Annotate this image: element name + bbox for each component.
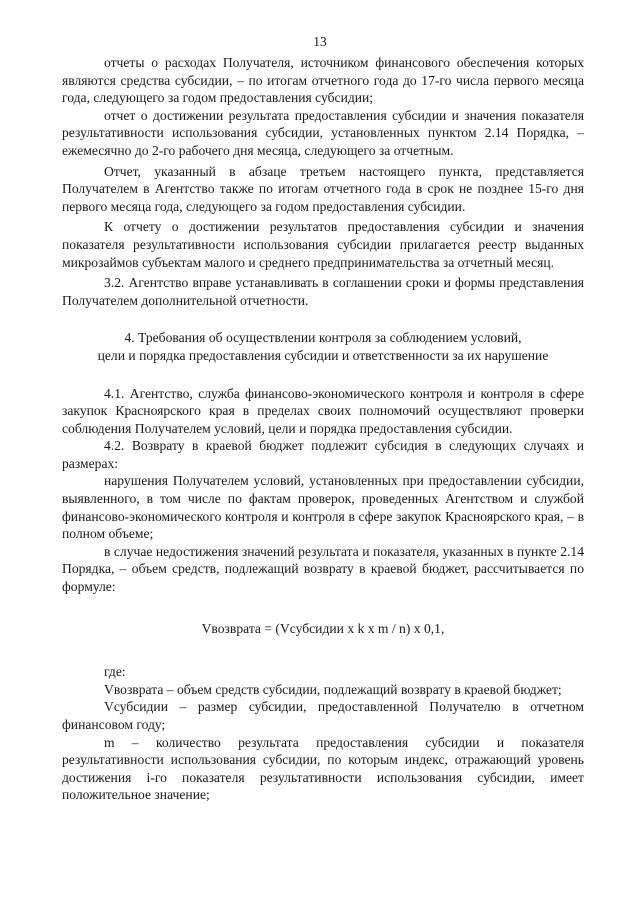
paragraph: нарушения Получателем условий, установленных при предоставлении субсидии, выявленного, в том числе по фактам проверок, проведенных Агентством и службой финансово-экономического контроля и контроля в сфере закупок Красноярского края, – в полном объеме; bbox=[62, 473, 584, 542]
document-body bbox=[62, 54, 584, 804]
paragraph: Отчет, указанный в абзаце третьем настоящего пункта, представляется Получателем в Агентство также по итогам отчетного года в срок не позднее 15-го дня первого месяца года, следующего за годом предоставления субсидии. bbox=[62, 163, 584, 214]
section-heading-line-2: цели и порядка предоставления субсидии и ответственности за их нарушение bbox=[97, 347, 549, 363]
section-heading-line-1: 4. Требования об осуществлении контроля за соблюдением условий, bbox=[124, 330, 522, 346]
formula: Vвозврата = (Vсубсидии x k x m / n) x 0,1, bbox=[201, 620, 445, 636]
page-number: 13 bbox=[313, 34, 327, 49]
paragraph: К отчету о достижении результатов предоставления субсидии и значения показателя результативности использования субсидии прилагается реестр выданных микрозаймов субъектам малого и среднего предпринимательства за отчетный месяц. bbox=[62, 219, 584, 270]
paragraph: отчеты о расходах Получателя, источником финансового обеспечения которых являются средства субсидии, – по итогам отчетного года до 17-го числа первого месяца года, следующего за годом предоставления субсидии; bbox=[62, 55, 584, 106]
paragraph: m – количество результата предоставления субсидии и показателя результативности использования субсидии, по которым индекс, отражающий уровень достижения i-го показателя результативности использования субсидии, имеет положительное значение; bbox=[62, 734, 584, 803]
paragraph: Vвозврата – объем средств субсидии, подлежащий возврату в краевой бюджет; bbox=[104, 681, 562, 697]
paragraph: отчет о достижении результата предоставления субсидии и значения показателя результативности использования субсидии, установленных пунктом 2.14 Порядка, – ежемесячно до 2-го рабочего дня месяца, следующего за отчетным. bbox=[62, 107, 584, 158]
paragraph: 4.1. Агентство, служба финансово-экономического контроля и контроля в сфере закупок Красноярского края в пределах своих полномочий осуществляют проверки соблюдения Получателем условий, цели и порядка предоставления субсидии. bbox=[62, 385, 584, 436]
paragraph: в случае недостижения значений результата и показателя, указанных в пункте 2.14 Порядка, – объем средств, подлежащий возврату в краевой бюджет, рассчитывается по формуле: bbox=[62, 543, 584, 595]
section-heading bbox=[62, 329, 584, 364]
paragraph: 4.2. Возврату в краевой бюджет подлежит субсидия в следующих случаях и размерах: bbox=[62, 438, 584, 471]
paragraph: где: bbox=[104, 664, 126, 680]
paragraph: Vсубсидии – размер субсидии, предоставленной Получателю в отчетном финансовом году; bbox=[62, 699, 584, 732]
paragraph: 3.2. Агентство вправе устанавливать в соглашении сроки и формы представления Получателем дополнительной отчетности. bbox=[62, 275, 584, 308]
